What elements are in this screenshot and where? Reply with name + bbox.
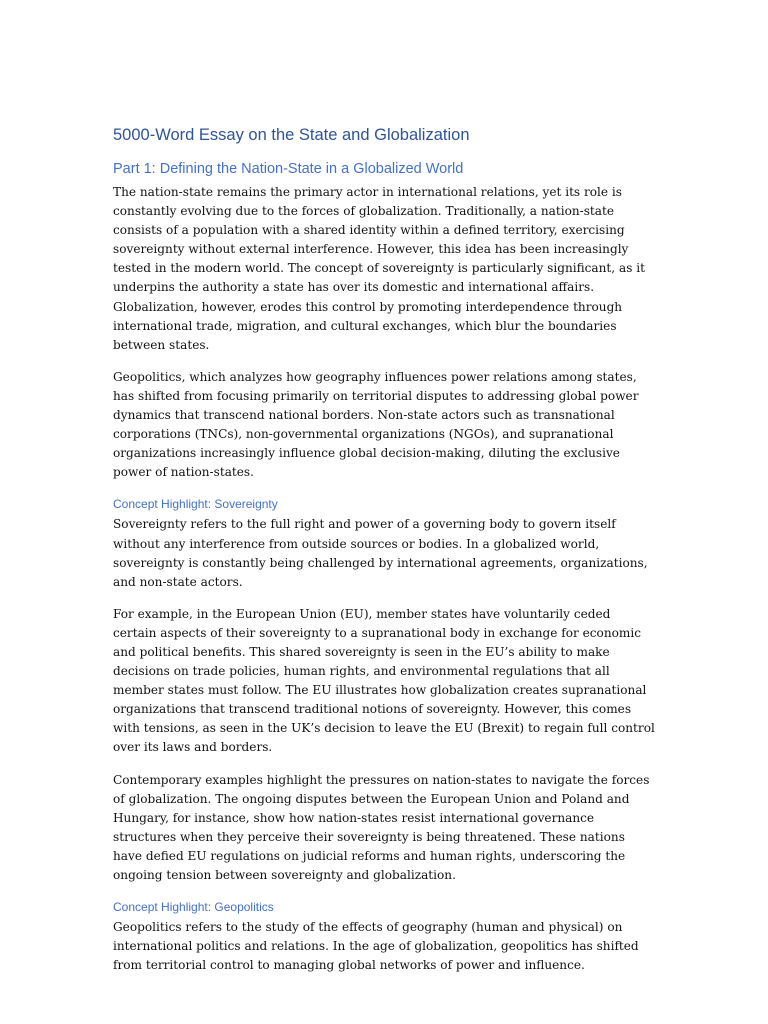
paragraph: Sovereignty refers to the full right and power of a governing body to govern itself without any interference from outside sources or bodies. In a globalized world, sovereignty is constantly being challenged by international agreements, organizations, and non-state actors.: [113, 517, 648, 589]
paragraph: The nation-state remains the primary actor in international relations, yet its role is constantly evolving due to the forces of globalization. Traditionally, a nation-state consists of a population with a shared identity within a defined territory, exercising sovereignty without external interference. However, this idea has been increasingly tested in the modern world. The concept of sovereignty is particularly significant, as it underpins the authority a state has over its domestic and international affairs. Globalization, however, erodes this control by promoting interdependence through international trade, migration, and cultural exchanges, which blur the boundaries between states.: [113, 185, 645, 352]
part1-heading: Part 1: Defining the Nation-State in a Globalized World: [113, 161, 464, 177]
concept-highlight-geopolitics-heading: Concept Highlight: Geopolitics: [113, 900, 274, 915]
document-title: 5000-Word Essay on the State and Globalization: [113, 126, 470, 144]
document-page: [113, 124, 655, 988]
paragraph: Geopolitics refers to the study of the effects of geography (human and physical) on international politics and relations. In the age of globalization, geopolitics has shifted from territorial control to managing global networks of power and influence.: [113, 920, 639, 973]
paragraph: For example, in the European Union (EU), member states have voluntarily ceded certain aspects of their sovereignty to a supranational body in exchange for economic and political benefits. This shared sovereignty is seen in the EU’s ability to make decisions on trade policies, human rights, and environmental regulations that all member states must follow. The EU illustrates how globalization creates supranational organizations that transcend traditional notions of sovereignty. However, this comes with tensions, as seen in the UK’s decision to leave the EU (Brexit) to regain full control over its laws and borders.: [113, 606, 655, 755]
concept-highlight-sovereignty-heading: Concept Highlight: Sovereignty: [113, 497, 278, 512]
paragraph: Geopolitics, which analyzes how geography influences power relations among states, has shifted from focusing primarily on territorial disputes to addressing global power dynamics that transcend national borders. Non-state actors such as transnational corporations (TNCs), non-governmental organizations (NGOs), and supranational organizations increasingly influence global decision-making, diluting the exclusive power of nation-states.: [113, 369, 639, 480]
paragraph: Contemporary examples highlight the pressures on nation-states to navigate the forces of globalization. The ongoing disputes between the European Union and Poland and Hungary, for instance, show how nation-states resist international governance structures when they perceive their sovereignty is being threatened. These nations have defied EU regulations on judicial reforms and human rights, underscoring the ongoing tension between sovereignty and globalization.: [113, 772, 650, 882]
